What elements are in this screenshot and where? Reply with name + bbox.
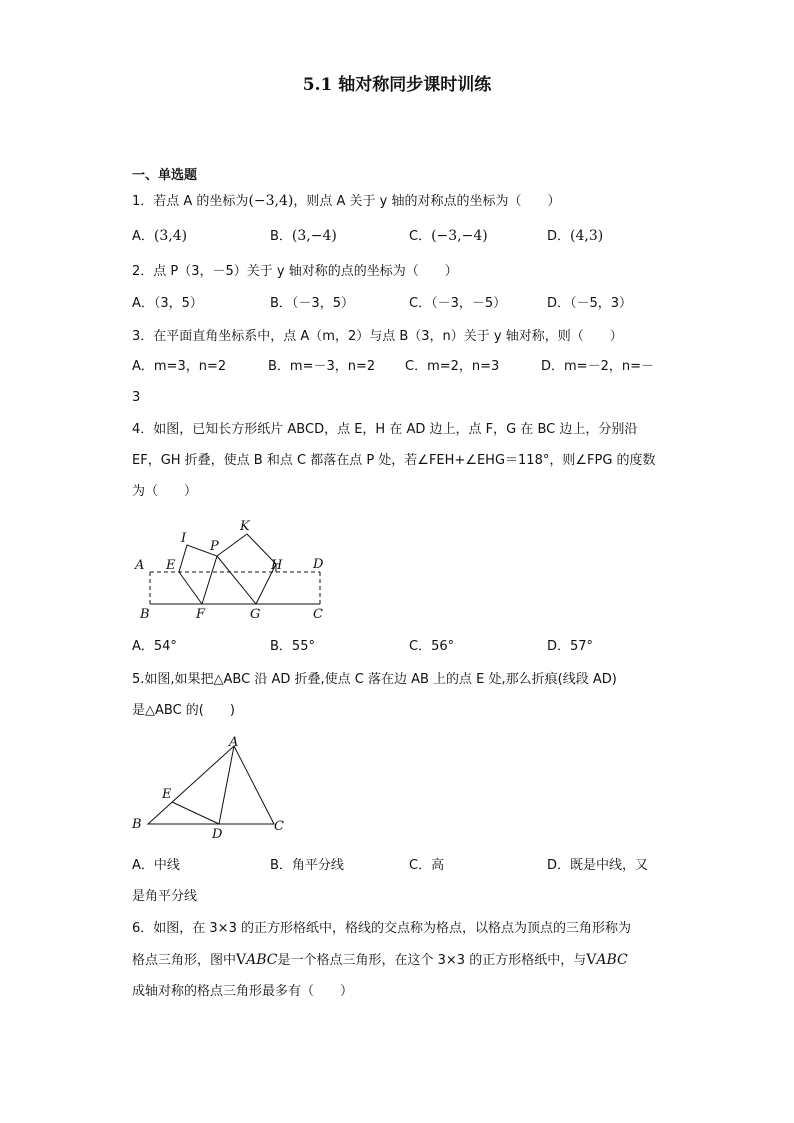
q3-option-b[interactable]: B．m=－3，n=2 [268,359,376,374]
q5-option-d[interactable]: D．既是中线，又 [547,858,649,873]
q1-option-b[interactable]: B．(3,−4) [270,228,337,244]
q3-option-d[interactable]: D．m=－2，n=－ [541,359,654,374]
label-c: C [274,819,284,834]
question-4-line-1: 4．如图，已知长方形纸片 ABCD，点 E，H 在 AD 边上，点 F，G 在 BC 边上，分别沿 [132,422,638,437]
label-p: P [210,539,219,554]
label-f: F [196,607,206,622]
segment-ed [172,802,219,824]
question-5-line-2: 是△ABC 的( ) [132,703,235,718]
q3-option-d-continued: 3 [132,390,141,405]
section-heading: 一、单选题 [132,168,198,183]
q5-option-b[interactable]: B．角平分线 [270,858,344,873]
question-6-line-2: 格点三角形，图中VABC是一个格点三角形，在这个 3×3 的正方形格纸中，与VABC [132,952,628,968]
segment-pg [217,556,256,604]
label-a: A [229,735,239,750]
question-1 [132,193,560,210]
q5-figure-triangle-fold [128,732,298,842]
label-e: E [166,558,176,573]
q4-option-d[interactable]: D．57° [547,639,594,654]
label-b: B [140,607,150,622]
label-k: K [240,519,250,534]
triangle-symbol-2: V [586,952,597,968]
question-3: 3．在平面直角坐标系中，点 A（m，2）与点 B（3，n）关于 y 轴对称，则（ ） [132,329,623,344]
q2-option-c[interactable]: C．（－3，－5） [409,296,507,311]
triangle-symbol: V [236,952,247,968]
q4-option-a[interactable]: A．54° [132,639,177,654]
label-e: E [162,787,172,802]
q2-option-b[interactable]: B．（－3，5） [270,296,354,311]
question-5-line-1: 5.如图,如果把△ABC 沿 AD 折叠,使点 C 落在边 AB 上的点 E 处,那么折痕(线段 AD) [132,672,617,687]
label-i: I [181,531,187,546]
question-1-pre: 1．若点 A 的坐标为 [132,194,249,209]
label-d: D [313,557,324,572]
fold-line-ef [179,572,202,604]
q5-option-a[interactable]: A．中线 [132,858,180,873]
fold-flap-right [217,534,276,604]
label-b: B [132,817,142,832]
q3-option-a[interactable]: A．m=3，n=2 [132,359,227,374]
question-4-line-2: EF，GH 折叠，使点 B 和点 C 都落在点 P 处，若∠FEH+∠EHG＝118°，则∠FPG 的度数 [132,453,656,468]
triangle-abc [148,746,274,824]
q4-option-b[interactable]: B．55° [270,639,315,654]
label-h: H [271,558,283,573]
question-6-line-3: 成轴对称的格点三角形最多有（ ） [132,984,354,999]
question-2: 2．点 P（3，－5）关于 y 轴对称的点的坐标为（ ） [132,264,458,279]
q2-option-d[interactable]: D．（－5，3） [547,296,633,311]
q1-option-a[interactable]: A．(3,4) [132,228,188,244]
question-1-post: ，则点 A 关于 y 轴的对称点的坐标为（ ） [293,194,561,209]
q5-option-d-continued: 是角平分线 [132,889,198,904]
label-c: C [313,607,323,622]
label-a: A [135,558,145,573]
triangle-name-2: ABC [596,952,628,968]
q1-option-d[interactable]: D．(4,3) [547,228,604,244]
triangle-name: ABC [246,952,278,968]
q2-option-a[interactable]: A．（3，5） [132,296,203,311]
question-4-line-3: 为（ ） [132,484,198,499]
page-title: 5.1 轴对称同步课时训练 [302,75,492,95]
question-6-line-1: 6．如图，在 3×3 的正方形格纸中，格线的交点称为格点，以格点为顶点的三角形称为 [132,921,631,936]
q4-option-c[interactable]: C．56° [409,639,455,654]
label-g: G [250,607,261,622]
q1-option-c[interactable]: C．(−3,−4) [409,228,488,244]
q5-option-c[interactable]: C．高 [409,858,445,873]
q4-figure-folded-rectangle [130,512,340,627]
q3-option-c[interactable]: C．m=2，n=3 [405,359,500,374]
question-1-coord: (−3,4) [248,193,294,209]
label-d: D [212,827,223,842]
